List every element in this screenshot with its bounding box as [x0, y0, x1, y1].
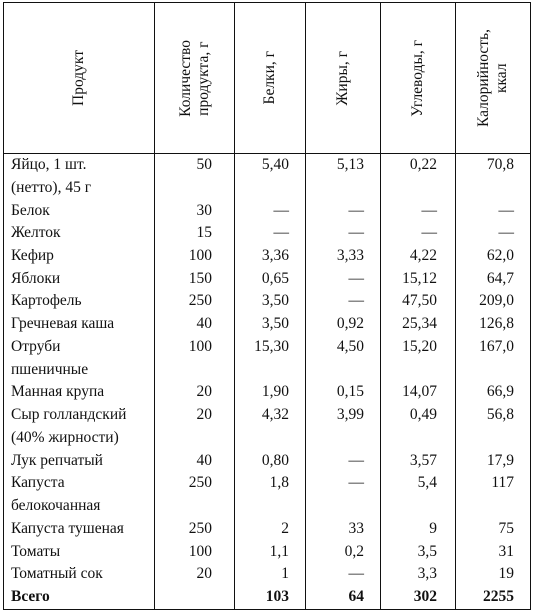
table-row [4, 563, 531, 586]
calories-cell: 117 [456, 472, 531, 517]
quantity-cell: 250 [155, 472, 235, 517]
product-cell: Лук репчатый [4, 450, 155, 473]
quantity-cell: 30 [155, 200, 235, 223]
product-cell: Томаты [4, 541, 155, 564]
protein-cell: 15,30 [235, 336, 306, 381]
calories-cell: 75 [456, 518, 531, 541]
table-row [4, 541, 531, 564]
carbs-cell: 3,57 [381, 450, 456, 473]
table-row [4, 404, 531, 449]
table-row [4, 222, 531, 245]
product-cell: Манная крупа [4, 381, 155, 404]
header-quantity: Количество продукта, г [155, 3, 235, 154]
protein-cell: — [235, 200, 306, 223]
protein-cell: 4,32 [235, 404, 306, 449]
calories-cell: — [456, 200, 531, 223]
protein-cell: 1 [235, 563, 306, 586]
carbs-cell: — [381, 222, 456, 245]
header-carbs: Углеводы, г [381, 3, 456, 154]
fat-cell: 3,99 [306, 404, 381, 449]
product-cell: Яйцо, 1 шт. (нетто), 45 г [4, 154, 155, 200]
table-row [4, 472, 531, 517]
quantity-cell: 50 [155, 154, 235, 200]
quantity-cell: 100 [155, 245, 235, 268]
header-fat: Жиры, г [306, 3, 381, 154]
table-row [4, 450, 531, 473]
product-cell: Белок [4, 200, 155, 223]
protein-cell: 1,1 [235, 541, 306, 564]
header-calories: Калорийность, ккал [456, 3, 531, 154]
protein-cell: 3,50 [235, 313, 306, 336]
product-cell: Капуста белокочанная [4, 472, 155, 517]
calories-cell: 56,8 [456, 404, 531, 449]
calories-cell: 70,8 [456, 154, 531, 200]
product-cell: Яблоки [4, 268, 155, 291]
quantity-cell: 20 [155, 404, 235, 449]
calories-cell: 209,0 [456, 290, 531, 313]
product-cell: Всего [4, 586, 155, 609]
table-row [4, 200, 531, 223]
protein-cell: 3,50 [235, 290, 306, 313]
fat-cell: — [306, 222, 381, 245]
protein-cell: 0,80 [235, 450, 306, 473]
fat-cell: 3,33 [306, 245, 381, 268]
table-row [4, 245, 531, 268]
fat-cell: 0,92 [306, 313, 381, 336]
table-row [4, 313, 531, 336]
calories-cell: — [456, 222, 531, 245]
product-cell: Сыр голландский (40% жирности) [4, 404, 155, 449]
protein-cell: 1,90 [235, 381, 306, 404]
fat-cell: — [306, 268, 381, 291]
calories-cell: 66,9 [456, 381, 531, 404]
product-cell: Отруби пшеничные [4, 336, 155, 381]
fat-cell: 64 [306, 586, 381, 609]
calories-cell: 19 [456, 563, 531, 586]
fat-cell: 33 [306, 518, 381, 541]
quantity-cell: 100 [155, 541, 235, 564]
protein-cell: 103 [235, 586, 306, 609]
carbs-cell: — [381, 200, 456, 223]
protein-cell: — [235, 222, 306, 245]
quantity-cell: 100 [155, 336, 235, 381]
calories-cell: 167,0 [456, 336, 531, 381]
table-row [4, 381, 531, 404]
fat-cell: — [306, 563, 381, 586]
quantity-cell [155, 586, 235, 609]
quantity-cell: 40 [155, 450, 235, 473]
fat-cell: — [306, 450, 381, 473]
carbs-cell: 14,07 [381, 381, 456, 404]
carbs-cell: 0,49 [381, 404, 456, 449]
product-cell: Томатный сок [4, 563, 155, 586]
product-cell: Капуста тушеная [4, 518, 155, 541]
calories-cell: 62,0 [456, 245, 531, 268]
quantity-cell: 20 [155, 381, 235, 404]
carbs-cell: 302 [381, 586, 456, 609]
carbs-cell: 3,3 [381, 563, 456, 586]
carbs-cell: 47,50 [381, 290, 456, 313]
table-row [4, 154, 531, 200]
product-cell: Гречневая каша [4, 313, 155, 336]
product-cell: Желток [4, 222, 155, 245]
nutrition-table [3, 2, 531, 610]
quantity-cell: 250 [155, 290, 235, 313]
fat-cell: 4,50 [306, 336, 381, 381]
quantity-cell: 150 [155, 268, 235, 291]
quantity-cell: 250 [155, 518, 235, 541]
fat-cell: 0,2 [306, 541, 381, 564]
protein-cell: 0,65 [235, 268, 306, 291]
product-cell: Кефир [4, 245, 155, 268]
protein-cell: 5,40 [235, 154, 306, 200]
protein-cell: 1,8 [235, 472, 306, 517]
carbs-cell: 9 [381, 518, 456, 541]
carbs-cell: 0,22 [381, 154, 456, 200]
carbs-cell: 3,5 [381, 541, 456, 564]
header-product: Продукт [4, 3, 155, 154]
quantity-cell: 15 [155, 222, 235, 245]
total-row [4, 586, 531, 609]
calories-cell: 17,9 [456, 450, 531, 473]
table-row [4, 336, 531, 381]
header-protein: Белки, г [235, 3, 306, 154]
product-cell: Картофель [4, 290, 155, 313]
quantity-cell: 20 [155, 563, 235, 586]
calories-cell: 2255 [456, 586, 531, 609]
quantity-cell: 40 [155, 313, 235, 336]
carbs-cell: 4,22 [381, 245, 456, 268]
calories-cell: 31 [456, 541, 531, 564]
carbs-cell: 25,34 [381, 313, 456, 336]
fat-cell: — [306, 290, 381, 313]
table-row [4, 518, 531, 541]
calories-cell: 126,8 [456, 313, 531, 336]
carbs-cell: 15,20 [381, 336, 456, 381]
table-row [4, 290, 531, 313]
protein-cell: 3,36 [235, 245, 306, 268]
fat-cell: 0,15 [306, 381, 381, 404]
fat-cell: 5,13 [306, 154, 381, 200]
carbs-cell: 15,12 [381, 268, 456, 291]
table-row [4, 268, 531, 291]
fat-cell: — [306, 200, 381, 223]
protein-cell: 2 [235, 518, 306, 541]
fat-cell: — [306, 472, 381, 517]
carbs-cell: 5,4 [381, 472, 456, 517]
header-row [4, 3, 531, 154]
calories-cell: 64,7 [456, 268, 531, 291]
